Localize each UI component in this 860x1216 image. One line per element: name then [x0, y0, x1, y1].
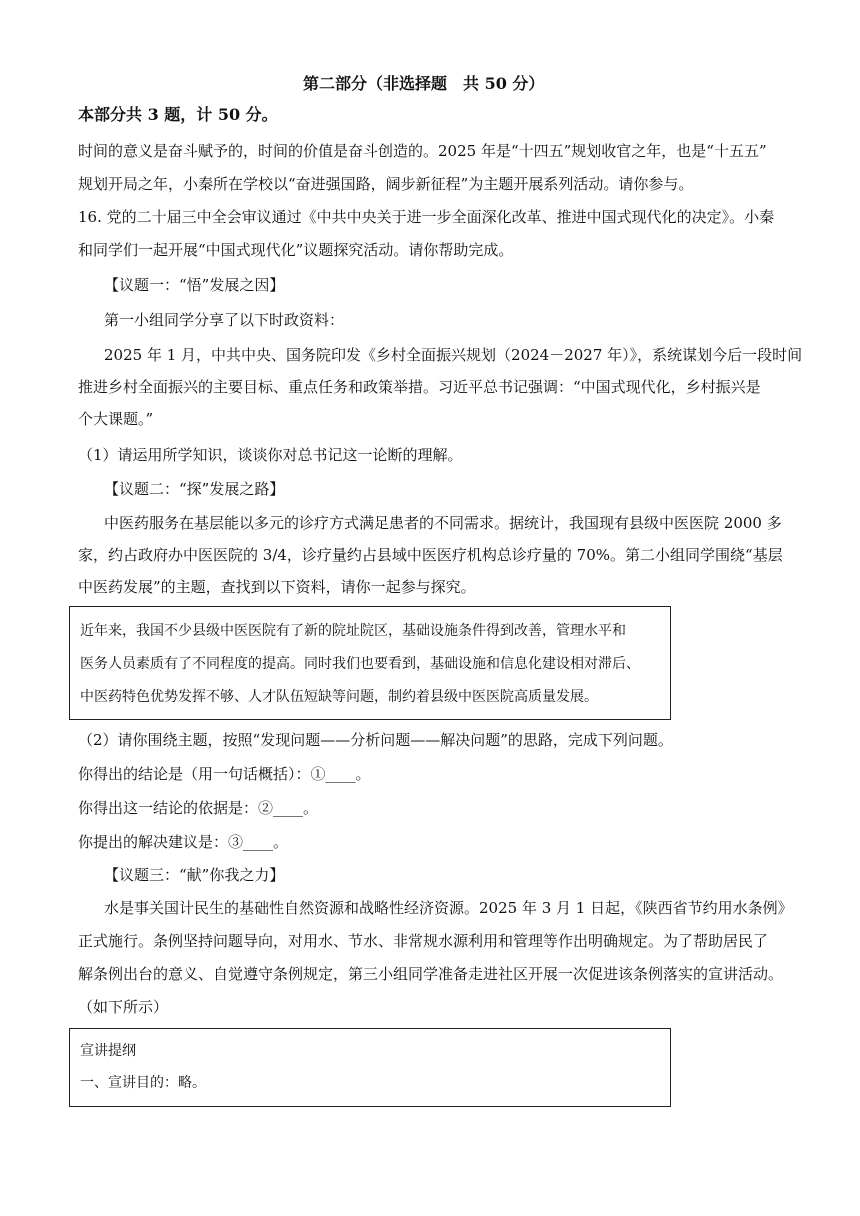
topic-3-material-line-3: 解条例出台的意义、自觉遵守条例规定，第三小组同学准备走进社区开展一次促进该条例落实的宣讲活动。	[78, 965, 784, 983]
material-box-line-2: 医务人员素质有了不同程度的提高。同时我们也要看到，基础设施和信息化建设相对滞后、	[80, 656, 640, 672]
topic-3-material-line-2: 正式施行。条例坚持问题导向，对用水、节水、非常规水源利用和管理等作出明确规定。为了帮助居民了	[78, 932, 769, 950]
outline-box	[69, 1028, 671, 1107]
blank-suggestion: 你提出的解决建议是：③____。	[78, 833, 289, 851]
outline-title: 宣讲提纲	[80, 1043, 136, 1059]
material-box-line-1: 近年来，我国不少县级中医医院有了新的院址院区，基础设施条件得到改善，管理水平和	[80, 623, 626, 639]
topic-1-heading: 【议题一：“悟”发展之因】	[104, 276, 285, 294]
topic-1-material-line-1: 2025 年 1 月，中共中央、国务院印发《乡村全面振兴规划（2024－2027 年）》，系统谋划今后一段时间	[104, 346, 803, 364]
part-title: 第二部分（非选择题 共 50 分）	[303, 74, 545, 93]
question-16-2: （2）请你围绕主题，按照“发现问题——分析问题——解决问题”的思路，完成下列问题。	[78, 731, 673, 749]
topic-2-material-line-3: 中医药发展”的主题，查找到以下资料，请你一起参与探究。	[78, 578, 476, 596]
blank-conclusion: 你得出的结论是（用一句话概括）：①____。	[78, 765, 371, 783]
question-16-1: （1）请运用所学知识，谈谈你对总书记这一论断的理解。	[78, 446, 463, 464]
topic-2-material-line-1: 中医药服务在基层能以多元的诊疗方式满足患者的不同需求。据统计，我国现有县级中医医院 2000 多	[104, 514, 782, 532]
topic-3-material-line-4: （如下所示）	[78, 998, 169, 1016]
topic-2-material-line-2: 家，约占政府办中医医院的 3/4，诊疗量约占县域中医医疗机构总诊疗量的 70%。第二小组同学围绕“基层	[78, 546, 783, 564]
topic-2-heading: 【议题二：“探”发展之路】	[104, 480, 285, 498]
material-box-tcm	[69, 606, 671, 720]
question-16-stem-line-1: 16. 党的二十届三中全会审议通过《中共中央关于进一步全面深化改革、推进中国式现代化的决定》。小秦	[78, 208, 775, 226]
part-note: 本部分共 3 题，计 50 分。	[78, 105, 278, 124]
topic-1-lead: 第一小组同学分享了以下时政资料：	[104, 311, 345, 329]
topic-3-material-line-1: 水是事关国计民生的基础性自然资源和战略性经济资源。2025 年 3 月 1 日起，《陕西省节约用水条例》	[104, 899, 793, 917]
blank-basis: 你得出这一结论的依据是：②____。	[78, 799, 319, 817]
outline-item-1: 一、宣讲目的：略。	[80, 1075, 206, 1091]
topic-1-material-line-2: 推进乡村全面振兴的主要目标、重点任务和政策举措。习近平总书记强调：“中国式现代化，乡村振兴是	[78, 378, 761, 396]
intro-line-1: 时间的意义是奋斗赋予的，时间的价值是奋斗创造的。2025 年是“十四五”规划收官之年，也是“十五五”	[78, 142, 767, 160]
topic-1-material-line-3: 个大课题。”	[78, 410, 154, 428]
intro-line-2: 规划开局之年，小秦所在学校以“奋进强国路，阔步新征程”为主题开展系列活动。请你参与。	[78, 175, 694, 193]
material-box-line-3: 中医药特色优势发挥不够、人才队伍短缺等问题，制约着县级中医医院高质量发展。	[80, 689, 598, 705]
topic-3-heading: 【议题三：“献”你我之力】	[104, 866, 285, 884]
question-16-stem-line-2: 和同学们一起开展“中国式现代化”议题探究活动。请你帮助完成。	[78, 241, 514, 259]
